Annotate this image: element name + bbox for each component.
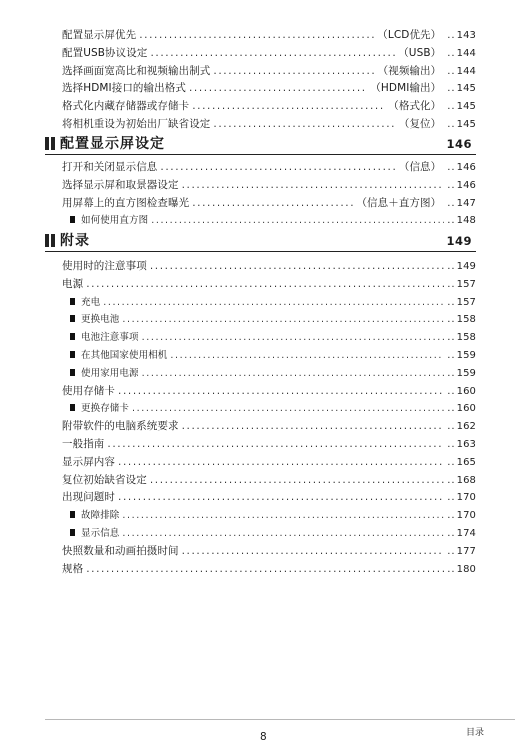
toc-entry-label: 配置显示屏优先 <box>62 29 137 41</box>
toc-entry-ref: （LCD优先） <box>377 29 442 41</box>
toc-entry-page: .. 160 <box>447 400 476 418</box>
toc-entry[interactable] <box>62 489 476 507</box>
footer-section-label[interactable]: 目录 <box>466 728 485 738</box>
bullet-square-icon <box>70 351 75 358</box>
section-marker-icon <box>45 234 49 247</box>
toc-subentry[interactable] <box>62 525 476 543</box>
leader-dots <box>182 177 445 195</box>
leader-dots <box>151 212 444 230</box>
leader-dots <box>189 80 367 98</box>
toc-entry-page: .. 177 <box>447 543 476 561</box>
toc-entry-page: .. 146 <box>447 159 476 177</box>
toc-entry-page: .. 148 <box>447 212 476 230</box>
toc-entry-label: 显示屏内容 <box>62 455 115 468</box>
section-heading[interactable] <box>45 231 476 252</box>
toc-entry-label: 如何使用直方图 <box>81 215 149 227</box>
toc-entry-page: .. 145 <box>447 116 476 134</box>
footer-divider <box>45 719 515 720</box>
leader-dots <box>132 400 444 418</box>
leader-dots <box>192 195 353 213</box>
leader-dots <box>103 294 444 312</box>
bullet-square-icon <box>70 315 75 322</box>
toc-subentry[interactable] <box>62 347 476 365</box>
leader-dots <box>86 561 444 579</box>
toc-entry[interactable] <box>62 177 476 195</box>
leader-dots <box>142 329 445 347</box>
toc-entry-ref: （格式化） <box>388 100 442 113</box>
toc-entry-label: 更换电池 <box>81 314 120 326</box>
toc-entry-page: .. 147 <box>447 195 476 213</box>
section-marker-icon <box>51 234 55 247</box>
toc-subentry[interactable] <box>62 507 476 525</box>
toc-entry-label: 附带软件的电脑系统要求 <box>62 420 179 433</box>
section-marker-icon <box>51 137 55 150</box>
toc-entry[interactable] <box>62 258 476 276</box>
toc-entry-page: .. 180 <box>447 561 476 579</box>
toc-entry-label: 在其他国家使用相机 <box>81 349 168 361</box>
leader-dots <box>213 116 395 134</box>
toc-entry-label: 使用时的注意事项 <box>62 260 147 272</box>
leader-dots <box>142 365 445 383</box>
toc-entry[interactable] <box>62 561 476 579</box>
toc-entry-page: .. 160 <box>447 383 476 401</box>
section-title: 附录 <box>60 233 90 249</box>
section-page: 146 <box>446 137 472 151</box>
toc-subentry[interactable] <box>62 294 476 312</box>
toc-section-list <box>62 258 476 578</box>
toc-entry-page: .. 143 <box>447 27 476 45</box>
toc-entry-page: .. 159 <box>447 347 476 365</box>
toc-entry-ref: （视频输出） <box>377 64 442 77</box>
toc-entry-page: .. 157 <box>447 276 476 294</box>
toc-section-list <box>62 159 476 230</box>
toc-entry-page: .. 145 <box>447 80 476 98</box>
bullet-square-icon <box>70 369 75 376</box>
leader-dots <box>139 27 374 45</box>
bullet-square-icon <box>70 404 75 411</box>
toc-entry-label: 格式化内藏存储器或存储卡 <box>62 100 190 113</box>
toc-entry-label: 复位初始缺省设定 <box>62 473 147 486</box>
toc-entry-page: .. 158 <box>447 329 476 347</box>
section-marker-icon <box>45 137 49 150</box>
leader-dots <box>192 98 385 116</box>
leader-dots <box>122 525 444 543</box>
toc-entry[interactable] <box>62 98 476 116</box>
toc-entry-label: 电池注意事项 <box>81 332 139 344</box>
leader-dots <box>213 63 374 81</box>
leader-dots <box>118 454 444 472</box>
toc-entry-page: .. 159 <box>447 365 476 383</box>
toc-entry-page: .. 163 <box>447 436 476 454</box>
bullet-square-icon <box>70 216 75 223</box>
toc-entry-ref: （信息） <box>398 161 442 173</box>
toc-entry-label: 用屏幕上的直方图检查曝光 <box>62 196 190 209</box>
toc-entry-label: 电源 <box>62 277 84 290</box>
toc-subentry[interactable] <box>62 329 476 347</box>
leader-dots <box>170 347 444 365</box>
leader-dots <box>122 507 444 525</box>
toc-entry-label: 选择HDMI接口的输出格式 <box>62 82 186 95</box>
toc-entry-page: .. 168 <box>447 472 476 490</box>
leader-dots <box>150 45 395 63</box>
toc-entry[interactable] <box>62 543 476 561</box>
toc-entry-label: 选择显示屏和取景器设定 <box>62 178 179 191</box>
toc-entry-label: 使用家用电源 <box>81 367 139 379</box>
toc-entry-label: 选择画面宽高比和视频输出制式 <box>62 64 211 77</box>
bullet-square-icon <box>70 333 75 340</box>
toc-entry-page: .. 170 <box>447 507 476 525</box>
bullet-square-icon <box>70 511 75 518</box>
leader-dots <box>86 276 444 294</box>
toc-entry-page: .. 165 <box>447 454 476 472</box>
toc-entry-page: .. 149 <box>447 258 476 276</box>
toc-entry[interactable] <box>62 472 476 490</box>
toc-entry-label: 一般指南 <box>62 437 105 450</box>
toc-entry[interactable] <box>62 418 476 436</box>
leader-dots <box>122 311 444 329</box>
toc-entry-page: .. 146 <box>447 177 476 195</box>
leader-dots <box>160 159 395 177</box>
toc-entry-ref: （USB） <box>398 46 442 59</box>
toc-entry-page: .. 170 <box>447 489 476 507</box>
toc-entry[interactable] <box>62 116 476 134</box>
toc-entry-label: 故障排除 <box>81 510 120 522</box>
toc-subentry[interactable] <box>62 311 476 329</box>
toc-entry[interactable] <box>62 276 476 294</box>
leader-dots <box>150 258 444 276</box>
toc-entry[interactable] <box>62 27 476 45</box>
toc-entry[interactable] <box>62 159 476 177</box>
footer-page-number: 8 <box>260 731 267 743</box>
toc-entry-label: 出现问题时 <box>62 491 115 504</box>
toc-subentry[interactable] <box>62 212 476 230</box>
leader-dots <box>182 418 445 436</box>
toc-entry-page: .. 162 <box>447 418 476 436</box>
toc-entry-label: 打开和关闭显示信息 <box>62 161 158 173</box>
toc-entry-label: 使用存储卡 <box>62 384 115 397</box>
section-title: 配置显示屏设定 <box>60 136 165 152</box>
toc-entry[interactable] <box>62 80 476 98</box>
toc-intro-list <box>62 27 476 134</box>
toc-entry-page: .. 174 <box>447 525 476 543</box>
leader-dots <box>107 436 444 454</box>
toc-entry[interactable] <box>62 45 476 63</box>
toc-entry-label: 显示信息 <box>81 527 120 539</box>
toc-entry-page: .. 144 <box>447 45 476 63</box>
toc-entry[interactable] <box>62 383 476 401</box>
toc-entry-ref: （HDMI输出） <box>370 82 442 95</box>
toc-subentry[interactable] <box>62 400 476 418</box>
leader-dots <box>150 472 444 490</box>
toc-entry-page: .. 158 <box>447 311 476 329</box>
toc-entry[interactable] <box>62 63 476 81</box>
toc-subentry[interactable] <box>62 365 476 383</box>
toc-entry[interactable] <box>62 454 476 472</box>
toc-entry-page: .. 144 <box>447 63 476 81</box>
leader-dots <box>118 489 444 507</box>
toc-entry-label: 配置USB协议设定 <box>62 46 148 59</box>
leader-dots <box>182 543 445 561</box>
leader-dots <box>118 383 444 401</box>
toc-entry[interactable] <box>62 195 476 213</box>
toc-entry-ref: （复位） <box>398 117 442 130</box>
toc-entry-ref: （信息＋直方图） <box>356 196 442 209</box>
toc-entry-page: .. 145 <box>447 98 476 116</box>
toc-entry-label: 规格 <box>62 562 84 575</box>
bullet-square-icon <box>70 298 75 305</box>
toc-entry-label: 更换存储卡 <box>81 403 130 415</box>
toc-entry-label: 将相机重设为初始出厂缺省设定 <box>62 117 211 130</box>
toc-entry-label: 充电 <box>81 296 101 308</box>
toc-entry-label: 快照数量和动画拍摄时间 <box>62 544 179 557</box>
toc-entry[interactable] <box>62 436 476 454</box>
section-heading[interactable] <box>45 134 476 155</box>
section-page: 149 <box>446 234 472 248</box>
bullet-square-icon <box>70 529 75 536</box>
toc-entry-page: .. 157 <box>447 294 476 312</box>
